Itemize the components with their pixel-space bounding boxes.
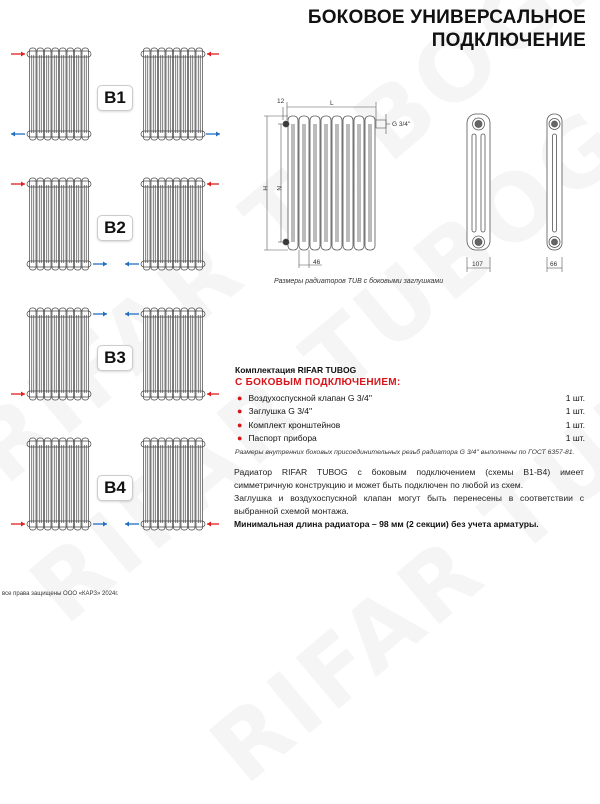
scheme-label-b2: B2 [97, 215, 133, 241]
kit-section [235, 365, 585, 456]
return-arrow-icon [125, 522, 139, 527]
radiator-section [299, 116, 309, 250]
dimension-drawing [250, 90, 600, 280]
supply-arrow-icon [207, 52, 219, 57]
supply-arrow-icon [207, 522, 219, 527]
return-arrow-icon [93, 262, 107, 267]
scheme-label-b4: B4 [97, 475, 133, 501]
kit-item [235, 391, 585, 405]
dim-l: L [330, 100, 334, 107]
bullet-icon: ● [237, 433, 243, 444]
description [234, 466, 584, 531]
title-line-1: БОКОВОЕ УНИВЕРСАЛЬНОЕ [307, 7, 586, 28]
return-arrow-icon [93, 312, 107, 317]
supply-arrow-icon [11, 52, 25, 57]
description-p2: Заглушка и воздухоспускной клапан могут быть перенесены в соответствии с выбранной схемой монтажа. [234, 493, 584, 516]
supply-arrow-icon [11, 522, 25, 527]
drawing-caption: Размеры радиаторов TUB с боковыми заглушками [274, 278, 444, 285]
radiator-icon [27, 48, 91, 140]
kit-item-name: Заглушка G 3/4'' [248, 406, 313, 417]
radiator-section [321, 116, 331, 250]
dim-n: N [275, 186, 282, 191]
return-arrow-icon [125, 262, 139, 267]
page-title [308, 6, 586, 52]
return-arrow-icon [206, 132, 220, 137]
supply-arrow-icon [207, 392, 219, 397]
kit-item-name: Воздухоспускной клапан G 3/4'' [248, 392, 372, 403]
radiator-section [288, 116, 298, 250]
scheme-label-b1: B1 [97, 85, 133, 111]
radiator-section [332, 116, 342, 250]
description-p3: Минимальная длина радиатора – 98 мм (2 секции) без учета арматуры. [234, 519, 539, 529]
kit-item [235, 405, 585, 419]
kit-item-qty: 1 шт. [565, 392, 585, 403]
dim-107: 107 [472, 261, 483, 268]
radiator-side-view-2col [547, 114, 562, 250]
kit-item-name: Комплект кронштейнов [248, 419, 341, 430]
kit-item-qty: 1 шт. [565, 406, 585, 417]
radiator-icon [27, 438, 91, 530]
dim-66: 66 [550, 261, 558, 268]
title-line-2: ПОДКЛЮЧЕНИЕ [431, 30, 586, 51]
radiator-icon [27, 308, 91, 400]
bullet-icon: ● [237, 392, 243, 403]
return-arrow-icon [11, 132, 25, 137]
radiator-section [343, 116, 353, 250]
dim-12: 12 [277, 98, 285, 105]
radiator-section [365, 116, 375, 250]
radiator-icon [141, 178, 205, 270]
radiator-front-view [283, 116, 375, 250]
bullet-icon: ● [237, 419, 243, 430]
dim-h: H [261, 186, 268, 191]
kit-subheading: С БОКОВЫМ ПОДКЛЮЧЕНИЕМ: [235, 377, 401, 388]
radiator-section [354, 116, 364, 250]
copyright: все права защищены ООО «КАРЗ» 2024г. [2, 591, 119, 597]
return-arrow-icon [125, 312, 139, 317]
dim-thread: G 3/4'' [392, 121, 411, 128]
kit-item-name: Паспорт прибора [248, 433, 317, 444]
radiator-icon [141, 438, 205, 530]
return-arrow-icon [93, 522, 107, 527]
kit-note: Размеры внутренних боковых присоединительных резьб радиатора G 3/4'' выполнены по ГОСТ 6357-81. [235, 449, 575, 456]
radiator-section [310, 116, 320, 250]
supply-arrow-icon [11, 392, 25, 397]
radiator-icon [141, 308, 205, 400]
radiator-icon [27, 178, 91, 270]
bullet-icon: ● [237, 406, 243, 417]
supply-arrow-icon [11, 182, 25, 187]
radiator-icon [141, 48, 205, 140]
kit-item-qty: 1 шт. [565, 419, 585, 430]
radiator-side-view-3col [467, 114, 490, 250]
dim-46: 46 [313, 259, 321, 266]
kit-heading: Комплектация RIFAR TUBOG [235, 365, 357, 375]
kit-item [235, 418, 585, 432]
kit-item-qty: 1 шт. [565, 433, 585, 444]
scheme-label-b3: B3 [97, 345, 133, 371]
supply-arrow-icon [207, 182, 219, 187]
description-p1: Радиатор RIFAR TUBOG с боковым подключением (схемы В1-В4) имеет симметричную конструкцию и может быть подключен по любой из схем. [234, 467, 584, 490]
kit-item [235, 432, 585, 446]
